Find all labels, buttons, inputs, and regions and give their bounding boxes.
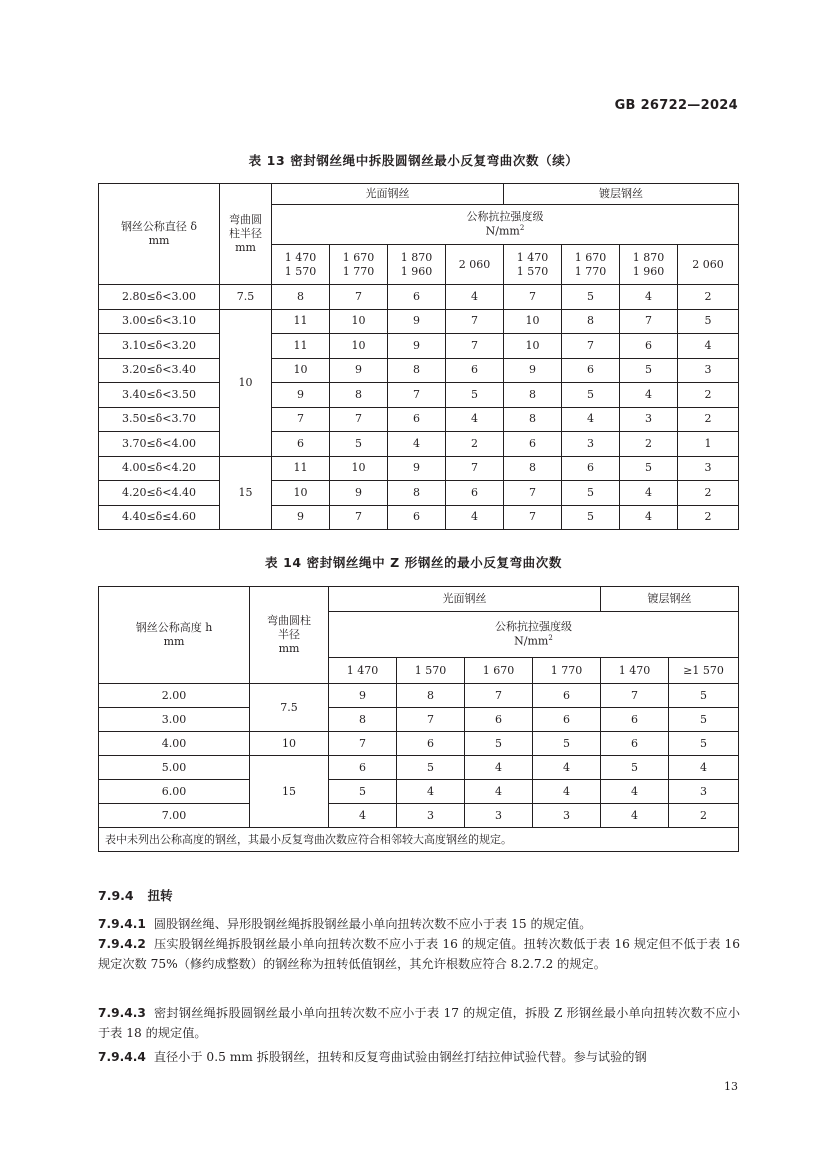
table-row [99,708,739,732]
table13 [98,183,739,530]
t14-value: 6 [465,708,533,732]
t14-value: 7 [465,684,533,708]
t13-value: 2 [678,285,739,310]
standard-code: GB 26722—2024 [614,98,738,113]
t13-diameter-range: 3.00≤δ<3.10 [99,309,220,334]
table-row [99,432,739,457]
t13-radius-value: 10 [220,309,272,456]
t13-value: 3 [562,432,620,457]
t14-value: 3 [465,804,533,828]
t13-value: 7 [330,505,388,530]
t14-grade: ≥1 570 [669,658,739,684]
table-row [99,684,739,708]
t14-value: 3 [397,804,465,828]
t14-value: 8 [397,684,465,708]
t13-value: 9 [388,334,446,359]
table-row [99,407,739,432]
t14-value: 7 [397,708,465,732]
table-row [99,456,739,481]
t13-value: 10 [330,456,388,481]
t13-value: 7 [330,407,388,432]
t13-value: 5 [620,456,678,481]
t13-value: 4 [446,285,504,310]
t14-height-value: 5.00 [99,756,250,780]
t14-value: 6 [533,708,601,732]
t14-value: 6 [533,684,601,708]
t13-diameter-range: 2.80≤δ<3.00 [99,285,220,310]
t13-value: 7 [446,309,504,334]
t13-value: 2 [678,383,739,408]
t13-value: 7 [330,285,388,310]
t14-value: 6 [329,756,397,780]
t14-value: 5 [533,732,601,756]
t14-value: 5 [669,684,739,708]
t13-header-diameter: 钢丝公称直径 δ mm [99,184,220,285]
t13-value: 7 [504,505,562,530]
table-row [99,334,739,359]
page-number: 13 [724,1080,738,1093]
t13-value: 6 [388,285,446,310]
t13-value: 5 [330,432,388,457]
t13-value: 7 [562,334,620,359]
t13-diameter-range: 4.40≤δ≤4.60 [99,505,220,530]
t13-value: 7 [446,456,504,481]
t13-value: 10 [504,334,562,359]
table-row [99,481,739,506]
t13-value: 5 [562,505,620,530]
t13-value: 8 [388,481,446,506]
t13-value: 5 [562,383,620,408]
t14-value: 4 [465,756,533,780]
table-row [99,383,739,408]
t14-value: 5 [329,780,397,804]
t13-value: 6 [446,358,504,383]
t13-value: 6 [446,481,504,506]
t14-height-value: 7.00 [99,804,250,828]
t13-header-coated: 镀层钢丝 [504,184,739,205]
table-row [99,732,739,756]
t13-value: 8 [388,358,446,383]
t13-value: 6 [562,358,620,383]
t13-value: 5 [562,481,620,506]
table-row [99,756,739,780]
t14-grade: 1 670 [465,658,533,684]
t13-value: 4 [678,334,739,359]
t13-grade: 2 060 [678,245,739,285]
t13-value: 2 [678,407,739,432]
t14-value: 5 [465,732,533,756]
t13-value: 6 [620,334,678,359]
t13-value: 5 [446,383,504,408]
t13-value: 8 [504,407,562,432]
t13-value: 5 [620,358,678,383]
t13-value: 8 [504,383,562,408]
t14-value: 6 [601,708,669,732]
t13-value: 2 [446,432,504,457]
t13-value: 6 [272,432,330,457]
t14-grade: 1 570 [397,658,465,684]
t13-value: 9 [388,309,446,334]
t14-value: 8 [329,708,397,732]
t14-note: 表中未列出公称高度的钢丝，其最小反复弯曲次数应符合相邻较大高度钢丝的规定。 [99,828,739,852]
t14-value: 5 [669,708,739,732]
t13-value: 4 [620,481,678,506]
t13-value: 1 [678,432,739,457]
t13-diameter-range: 3.10≤δ<3.20 [99,334,220,359]
t13-diameter-range: 4.00≤δ<4.20 [99,456,220,481]
t13-value: 7 [504,481,562,506]
t14-value: 7 [329,732,397,756]
paragraph-7-9-4-4: 7.9.4.4 直径小于 0.5 mm 拆股钢丝，扭转和反复弯曲试验由钢丝打结拉伸试验代替。参与试验的钢 [98,1050,647,1064]
t13-radius-value: 15 [220,456,272,530]
t13-header-bright: 光面钢丝 [272,184,504,205]
t13-value: 3 [678,456,739,481]
t13-value: 7 [272,407,330,432]
t13-value: 2 [678,505,739,530]
t14-radius-value: 15 [250,756,329,828]
t13-value: 7 [388,383,446,408]
t14-value: 5 [397,756,465,780]
t13-value: 9 [388,456,446,481]
section-heading: 7.9.4 扭转 [98,888,173,903]
table13-caption: 表 13 密封钢丝绳中拆股圆钢丝最小反复弯曲次数（续） [248,153,579,168]
t13-value: 10 [272,358,330,383]
t13-value: 3 [678,358,739,383]
t14-header-height: 钢丝公称高度 h mm [99,587,250,684]
t13-value: 9 [272,383,330,408]
t13-value: 8 [562,309,620,334]
table14 [98,586,739,852]
t14-value: 4 [669,756,739,780]
t14-radius-value: 7.5 [250,684,329,732]
t13-value: 2 [678,481,739,506]
t13-value: 4 [446,505,504,530]
t14-header-grade: 公称抗拉强度级 $N/mm^2$ [329,612,739,658]
table14-caption: 表 14 密封钢丝绳中 Z 形钢丝的最小反复弯曲次数 [265,555,562,570]
table-row [99,309,739,334]
t13-grade: 2 060 [446,245,504,285]
t13-value: 8 [272,285,330,310]
t14-height-value: 4.00 [99,732,250,756]
t14-value: 4 [533,756,601,780]
t13-value: 4 [620,285,678,310]
t13-grade: 1 470 1 570 [272,245,330,285]
t14-height-value: 6.00 [99,780,250,804]
t13-value: 4 [446,407,504,432]
t13-diameter-range: 4.20≤δ<4.40 [99,481,220,506]
t13-grade: 1 870 1 960 [388,245,446,285]
table-row [99,285,739,310]
t13-value: 9 [330,358,388,383]
t14-value: 3 [669,780,739,804]
t14-value: 4 [329,804,397,828]
t14-value: 5 [601,756,669,780]
t13-value: 11 [272,334,330,359]
t13-value: 3 [620,407,678,432]
t13-value: 4 [562,407,620,432]
t13-value: 11 [272,456,330,481]
t13-diameter-range: 3.40≤δ<3.50 [99,383,220,408]
table-row [99,505,739,530]
t13-value: 4 [620,505,678,530]
t13-diameter-range: 3.70≤δ<4.00 [99,432,220,457]
paragraph-7-9-4-3: 7.9.4.3 密封钢丝绳拆股圆钢丝最小单向扭转次数不应小于表 17 的规定值，拆股 Z 形钢丝最小单向扭转次数不应小于表 18 的规定值。 [98,1006,740,1040]
t14-header-bright: 光面钢丝 [329,587,601,612]
t13-grade: 1 670 1 770 [562,245,620,285]
table-row [99,804,739,828]
t13-value: 10 [330,309,388,334]
t13-value: 9 [330,481,388,506]
t14-height-value: 3.00 [99,708,250,732]
t13-value: 6 [388,505,446,530]
t13-value: 8 [330,383,388,408]
t13-value: 6 [388,407,446,432]
t14-header-coated: 镀层钢丝 [601,587,739,612]
t14-value: 9 [329,684,397,708]
t13-value: 7 [504,285,562,310]
t14-header-radius: 弯曲圆柱 半径 mm [250,587,329,684]
t14-grade: 1 770 [533,658,601,684]
t13-value: 6 [504,432,562,457]
t13-value: 4 [620,383,678,408]
t13-grade: 1 470 1 570 [504,245,562,285]
t13-value: 5 [678,309,739,334]
t13-grade: 1 870 1 960 [620,245,678,285]
t14-value: 4 [601,780,669,804]
paragraph-7-9-4-1: 7.9.4.1 圆股钢丝绳、异形股钢丝绳拆股钢丝最小单向扭转次数不应小于表 15 的规定值。 [98,917,592,931]
t13-value: 8 [504,456,562,481]
t14-value: 4 [533,780,601,804]
t13-value: 10 [272,481,330,506]
t13-value: 11 [272,309,330,334]
t13-header-radius: 弯曲圆 柱半径 mm [220,184,272,285]
t14-value: 4 [601,804,669,828]
t14-value: 5 [669,732,739,756]
t14-grade: 1 470 [329,658,397,684]
paragraph-7-9-4-2: 7.9.4.2 压实股钢丝绳拆股钢丝最小单向扭转次数不应小于表 16 的规定值。扭转次数低于表 16 规定但不低于表 16 规定次数 75%（修约成整数）的钢丝称为扭转低值钢丝，其允许根数应符合 8.2.7.2 的规定。 [98,937,740,971]
table-row [99,780,739,804]
t13-value: 5 [562,285,620,310]
t14-value: 6 [601,732,669,756]
t14-grade: 1 470 [601,658,669,684]
t13-value: 9 [272,505,330,530]
table-row [99,358,739,383]
t13-value: 4 [388,432,446,457]
t14-height-value: 2.00 [99,684,250,708]
t14-radius-value: 10 [250,732,329,756]
t14-value: 3 [533,804,601,828]
t13-value: 10 [504,309,562,334]
t13-value: 10 [330,334,388,359]
t13-radius-value: 7.5 [220,285,272,310]
t14-value: 6 [397,732,465,756]
t14-value: 4 [465,780,533,804]
t13-diameter-range: 3.50≤δ<3.70 [99,407,220,432]
t13-value: 6 [562,456,620,481]
t13-grade: 1 670 1 770 [330,245,388,285]
t14-value: 4 [397,780,465,804]
t13-value: 9 [504,358,562,383]
t13-value: 7 [620,309,678,334]
t14-value: 2 [669,804,739,828]
t13-value: 2 [620,432,678,457]
t14-value: 7 [601,684,669,708]
t13-header-grade: 公称抗拉强度级 $N/mm^2$ [272,205,739,245]
t13-diameter-range: 3.20≤δ<3.40 [99,358,220,383]
t13-value: 7 [446,334,504,359]
